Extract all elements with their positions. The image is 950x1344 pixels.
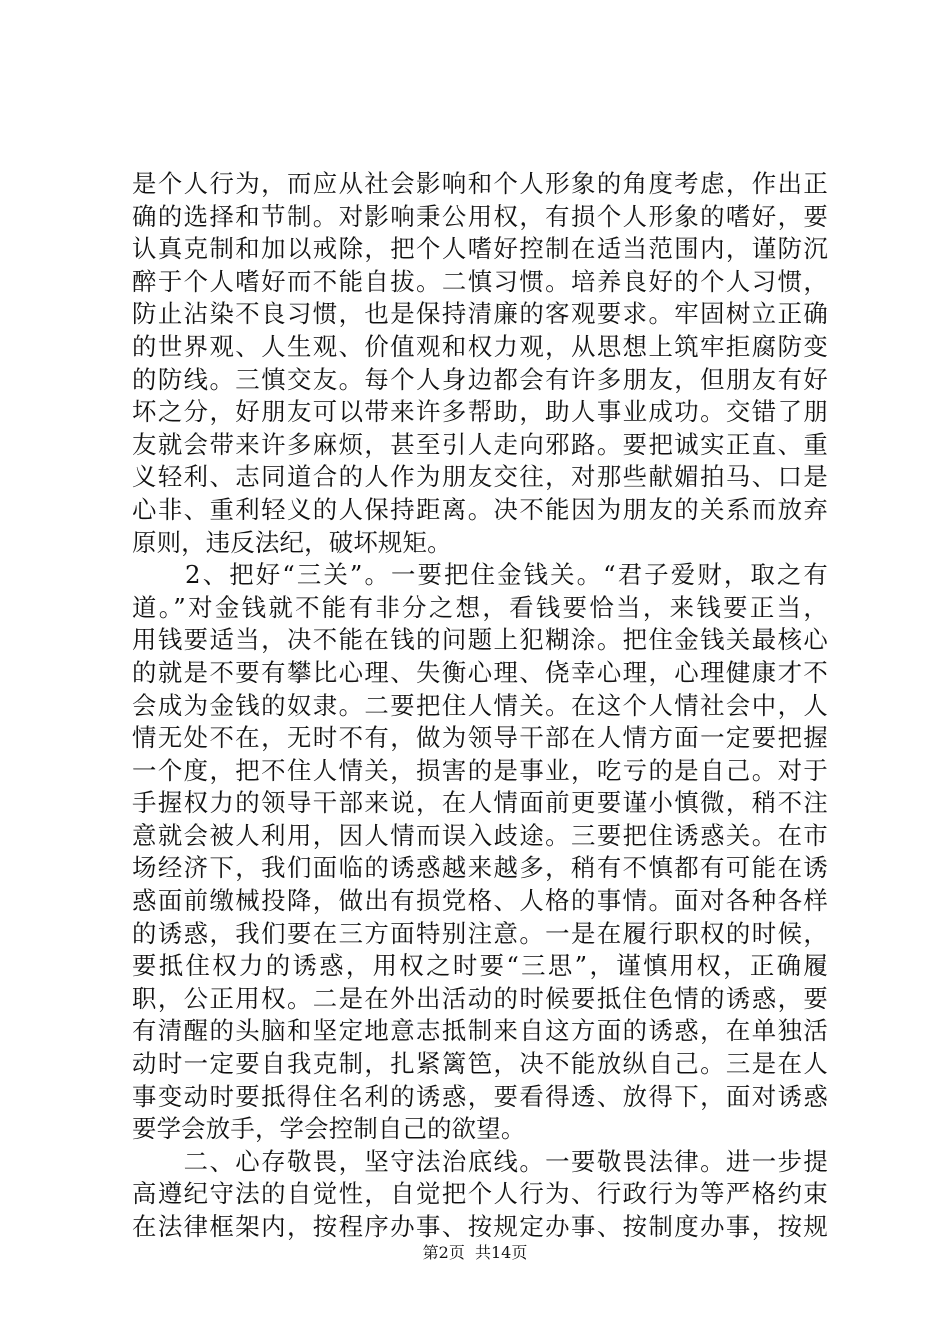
- text-line: 确的选择和节制。对影响秉公用权，有损个人形象的嗜好，要: [132, 201, 828, 231]
- text-line-paragraph-start: 二、心存敬畏，坚守法治底线。一要敬畏法律。进一步提: [132, 1146, 828, 1176]
- text-line: 是个人行为，而应从社会影响和个人形象的角度考虑，作出正: [132, 169, 828, 198]
- text-line: 的就是不要有攀比心理、失衡心理、侥幸心理，心理健康才不: [132, 657, 828, 687]
- text-line: 情无处不在，无时不有，做为领导干部在人情方面一定要把握: [132, 723, 828, 753]
- text-line: 一个度，把不住人情关，损害的是事业，吃亏的是自己。对于: [132, 755, 828, 785]
- text-line: 动时一定要自我克制，扎紧篱笆，决不能放纵自己。三是在人: [132, 1049, 828, 1079]
- text-line: 要抵住权力的诱惑，用权之时要“三思”，谨慎用权，正确履: [132, 951, 828, 981]
- text-line: 的诱惑，我们要在三方面特别注意。一是在履行职权的时候，: [132, 918, 828, 948]
- text-line: 职，公正用权。二是在外出活动的时候要抵住色情的诱惑，要: [132, 983, 828, 1013]
- text-line: 防止沾染不良习惯，也是保持清廉的客观要求。牢固树立正确: [132, 299, 828, 329]
- text-line: 在法律框架内，按程序办事、按规定办事、按制度办事，按规: [132, 1212, 828, 1241]
- text-line: 道。”对金钱就不能有非分之想，看钱要恰当，来钱要正当，: [132, 592, 828, 622]
- text-line: 心非、重利轻义的人保持距离。决不能因为朋友的关系而放弃: [132, 494, 828, 524]
- page-number-label: 第2页 共14页: [422, 1243, 528, 1262]
- text-line: 惑面前缴械投降，做出有损党格、人格的事情。面对各种各样: [132, 886, 828, 916]
- text-line-paragraph-end: 要学会放手，学会控制自己的欲望。: [132, 1114, 526, 1144]
- text-line: 的防线。三慎交友。每个人身边都会有许多朋友，但朋友有好: [132, 364, 828, 394]
- text-line: 高遵纪守法的自觉性，自觉把个人行为、行政行为等严格约束: [132, 1179, 828, 1209]
- text-line: 事变动时要抵得住名利的诱惑，要看得透、放得下，面对诱惑: [132, 1081, 828, 1111]
- page-footer: [0, 1243, 950, 1263]
- text-line: 会成为金钱的奴隶。二要把住人情关。在这个人情社会中，人: [132, 690, 828, 720]
- body-text: [132, 168, 828, 1244]
- text-line: 场经济下，我们面临的诱惑越来越多，稍有不慎都有可能在诱: [132, 853, 828, 883]
- text-line: 有清醒的头脑和坚定地意志抵制来自这方面的诱惑，在单独活: [132, 1016, 828, 1046]
- text-line-paragraph-end: 原则，违反法纪，破坏规矩。: [132, 527, 452, 557]
- text-line: 用钱要适当，决不能在钱的问题上犯糊涂。把住金钱关最核心: [132, 625, 828, 655]
- text-line: 的世界观、人生观、价值观和权力观，从思想上筑牢拒腐防变: [132, 331, 828, 361]
- text-line: 义轻利、志同道合的人作为朋友交往，对那些献媚拍马、口是: [132, 462, 828, 492]
- text-line: 认真克制和加以戒除，把个人嗜好控制在适当范围内，谨防沉: [132, 234, 828, 264]
- text-line: 坏之分，好朋友可以带来许多帮助，助人事业成功。交错了朋: [132, 397, 828, 427]
- text-line: 醉于个人嗜好而不能自拔。二慎习惯。培养良好的个人习惯，: [132, 266, 828, 296]
- text-line: 手握权力的领导干部来说，在人情面前更要谨小慎微，稍不注: [132, 788, 828, 818]
- text-line-paragraph-start: 2、把好“三关”。一要把住金钱关。“君子爱财，取之有: [132, 560, 828, 590]
- text-line: 友就会带来许多麻烦，甚至引人走向邪路。要把诚实正直、重: [132, 429, 828, 459]
- text-line: 意就会被人利用，因人情而误入歧途。三要把住诱惑关。在市: [132, 820, 828, 850]
